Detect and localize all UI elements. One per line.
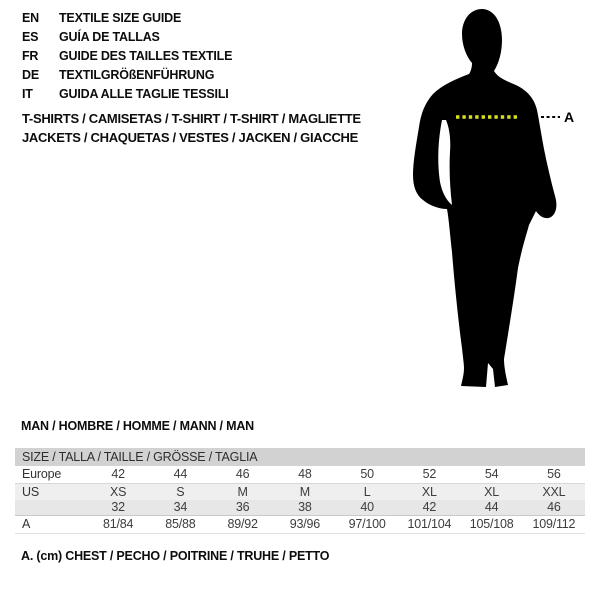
- size-cell: XXL: [542, 484, 566, 499]
- row-label: [15, 500, 87, 515]
- language-row: [22, 85, 232, 104]
- size-table-header: SIZE / TALLA / TAILLE / GRÖSSE / TAGLIA: [15, 448, 585, 466]
- row-label: Europe: [22, 467, 62, 482]
- size-cell: 36: [235, 500, 250, 515]
- size-cell: 54: [484, 467, 499, 482]
- size-cell: 38: [298, 500, 312, 515]
- language-title: TEXTILGRÖßENFÜHRUNG: [59, 68, 215, 82]
- table-row-intl: [15, 500, 585, 515]
- size-cell: 56: [547, 467, 561, 482]
- language-row: [22, 47, 232, 66]
- size-cell: XS: [109, 484, 127, 499]
- figure-area: [400, 0, 600, 400]
- language-title: GUIDA ALLE TAGLIE TESSILI: [59, 87, 229, 101]
- size-cell: 48: [298, 467, 312, 482]
- size-cell: XL: [421, 484, 437, 499]
- language-code: ES: [22, 30, 39, 44]
- garment-line-tshirts: T-SHIRTS / CAMISETAS / T-SHIRT / T-SHIRT / MAGLIETTE: [22, 111, 361, 126]
- size-cell: 46: [547, 500, 561, 515]
- measure-label-a: A: [564, 109, 575, 125]
- language-row: [22, 9, 232, 28]
- language-title: GUÍA DE TALLAS: [59, 30, 160, 44]
- size-cell: 97/100: [348, 517, 386, 531]
- man-silhouette-body: [413, 9, 556, 387]
- size-cell: M: [237, 484, 248, 499]
- size-cell: 109/112: [532, 517, 576, 531]
- size-cell: XL: [484, 484, 500, 499]
- size-table: [15, 448, 585, 534]
- size-cell: 42: [422, 500, 437, 515]
- size-cell: 34: [173, 500, 188, 515]
- size-cell: 42: [111, 467, 125, 482]
- size-cell: M: [299, 484, 310, 499]
- size-cell: 44: [484, 500, 499, 515]
- language-code: DE: [22, 68, 39, 82]
- language-code: FR: [22, 49, 39, 63]
- table-row-chest-cm: [15, 515, 585, 533]
- size-cell: 81/84: [102, 517, 134, 531]
- table-row-us: [15, 483, 585, 500]
- size-cell: 44: [173, 467, 188, 482]
- size-cell: 93/96: [289, 517, 321, 531]
- size-table-header-row: [15, 448, 585, 466]
- footnote-chest: A. (cm) CHEST / PECHO / POITRINE / TRUHE / PETTO: [21, 549, 330, 563]
- size-cell: S: [176, 484, 185, 499]
- man-silhouette: [400, 0, 600, 400]
- table-row-europe: [15, 466, 585, 483]
- size-cell: L: [363, 484, 371, 499]
- size-cell: 101/104: [407, 517, 452, 531]
- garment-line-jackets: JACKETS / CHAQUETAS / VESTES / JACKEN / GIACCHE: [22, 130, 358, 145]
- garment-type-lines: [22, 109, 361, 147]
- size-cell: 85/88: [165, 517, 196, 531]
- row-label: US: [22, 484, 39, 499]
- size-cell: 50: [360, 467, 374, 482]
- size-cell: 89/92: [227, 517, 258, 531]
- language-row: [22, 28, 232, 47]
- language-code: IT: [22, 87, 33, 101]
- language-row: [22, 66, 232, 85]
- language-list: [22, 9, 232, 104]
- size-cell: 52: [422, 467, 437, 482]
- section-title-man: MAN / HOMBRE / HOMME / MANN / MAN: [21, 419, 254, 433]
- size-cell: 40: [360, 500, 374, 515]
- language-code: EN: [22, 11, 39, 25]
- language-title: TEXTILE SIZE GUIDE: [59, 11, 182, 25]
- row-label: A: [22, 517, 31, 531]
- size-cell: 32: [111, 500, 125, 515]
- language-title: GUIDE DES TAILLES TEXTILE: [59, 49, 233, 63]
- size-cell: 46: [235, 467, 250, 482]
- size-cell: 105/108: [469, 517, 514, 531]
